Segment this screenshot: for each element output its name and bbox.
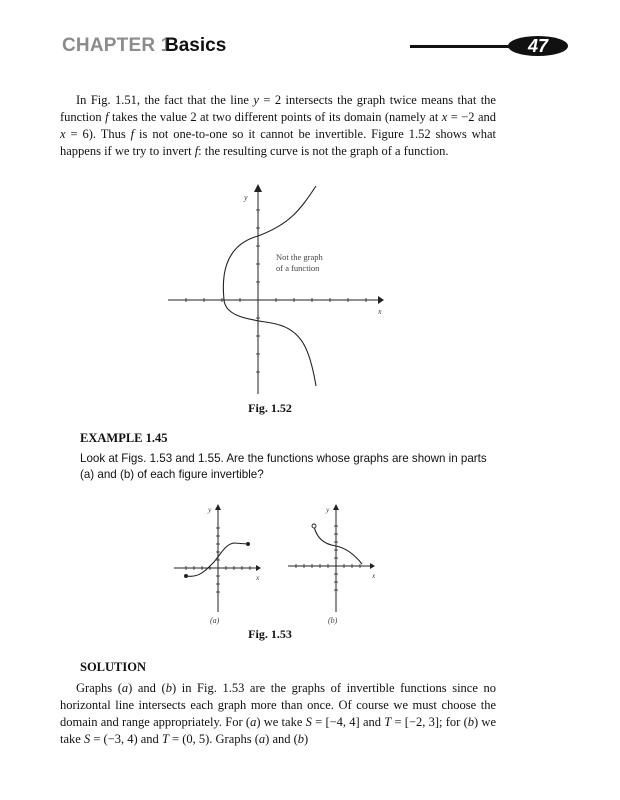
intro-paragraph: In Fig. 1.51, the fact that the line y = 2 intersects the graph twice means that the function f takes the value 2 at two different points of its domain (namely at x = −2 and x = 6). Thus f is not one-to-one so it cannot be invertible. Figure 1.52 shows what happens if we try to invert f: the resulting curve is not the graph of a function. bbox=[60, 93, 496, 158]
y-axis-label: y bbox=[244, 193, 248, 202]
panel-a-start-point bbox=[184, 574, 188, 578]
annotation-line-1: Not the graph bbox=[276, 252, 323, 262]
page-header bbox=[62, 34, 568, 60]
figure-1-53-panel-a bbox=[174, 504, 261, 625]
x-axis-arrow bbox=[378, 296, 384, 304]
panel-b-y-label: y bbox=[326, 505, 330, 514]
figure-1-52 bbox=[160, 180, 400, 400]
panel-b-open-point bbox=[312, 524, 316, 528]
figure-1-53-panel-b bbox=[288, 504, 376, 625]
axis-ticks bbox=[186, 210, 366, 372]
panel-b-x-label: x bbox=[372, 571, 376, 580]
page-number-badge: 47 bbox=[508, 36, 568, 56]
figure-1-53 bbox=[170, 500, 390, 628]
figure-1-52-axes bbox=[168, 192, 378, 394]
example-heading: EXAMPLE 1.45 bbox=[80, 431, 168, 445]
x-axis-label: x bbox=[378, 307, 382, 316]
chapter-title: Basics bbox=[165, 35, 227, 56]
example-text: Look at Figs. 1.53 and 1.55. Are the functions whose graphs are shown in parts (a) and (b) of each figure invertible? bbox=[80, 452, 487, 481]
solution-paragraph: Graphs (a) and (b) in Fig. 1.53 are the graphs of invertible functions since no horizontal line intersects each graph more than once. Of course we must choose the domain and range appropriately. For (a) we take S = [−4, 4] and T = [−2, 3]; for (b) we take S = (−3, 4) and T = (0, 5). Graphs (a) and (b) bbox=[60, 681, 497, 746]
figure-1-52-caption: Fig. 1.52 bbox=[248, 401, 292, 415]
panel-a-y-label: y bbox=[208, 505, 212, 514]
chapter-label: CHAPTER 1 bbox=[62, 35, 172, 56]
panel-a-part-label: (a) bbox=[210, 616, 220, 625]
inverse-relation-curve bbox=[223, 186, 316, 386]
panel-a-end-point bbox=[246, 542, 250, 546]
y-axis-arrow bbox=[254, 184, 262, 192]
annotation-line-2: of a function bbox=[276, 263, 320, 273]
figure-1-53-caption: Fig. 1.53 bbox=[248, 627, 292, 641]
panel-a-x-label: x bbox=[256, 573, 260, 582]
panel-b-part-label: (b) bbox=[328, 616, 338, 625]
solution-heading: SOLUTION bbox=[80, 660, 146, 674]
